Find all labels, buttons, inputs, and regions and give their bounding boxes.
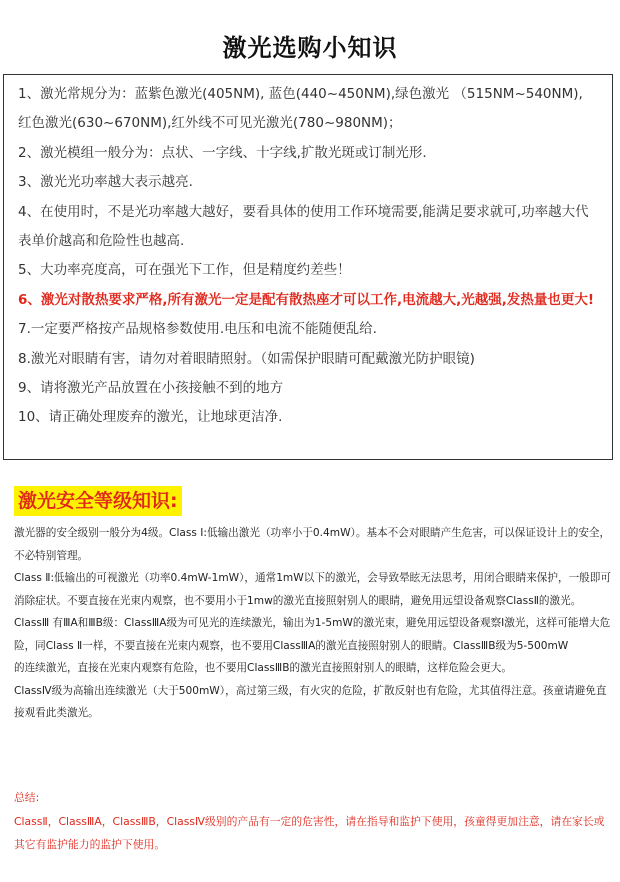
tip-item: 5、大功率亮度高，可在强光下工作，但是精度约差些！ [18,262,351,279]
safety-section-header: 激光安全等级知识: [14,486,182,516]
tip-item-warning: 6、激光对散热要求严格,所有激光一定是配有散热座才可以工作,电流越大,光越强,发热量也更大! [18,291,595,308]
safety-section-body [14,522,614,725]
page-title: 激光选购小知识 [222,34,398,62]
safety-paragraph: ClassⅣ级为高输出连续激光（大于500mW），高过第三级，有火灾的危险，扩散反射也有危险，尤其值得注意。孩童请避免直接观看此类激光。 [14,684,607,719]
tip-item: 3、激光光功率越大表示越亮. [18,174,193,191]
tip-item: 4、在使用时，不是光功率越大越好，要看具体的使用工作环境需要,能满足要求就可,功率越大代表单价越高和危险性也越高. [18,203,589,250]
safety-paragraph: ClassⅢ 有ⅢA和ⅢB级：ClassⅢA级为可见光的连续激光，输出为1-5mW的激光束，避免用远望设备观察Ⅰ激光，这样可能增大危险，同Class Ⅱ一样，不要直接在光束内观察，也不要用ClassⅢA的激光直接照射别人的眼睛。ClassⅢB级为5-500mW [14,617,611,652]
safety-paragraph: Class Ⅱ:低输出的可视激光（功率0.4mW-1mW），通常1mW以下的激光，会导致晕眩无法思考，用闭合眼睛来保护，一般即可消除症状。不要直接在光束内观察，也不要用小于1mw的激光直接照射别人的眼睛，避免用远望设备观察ClassⅡ的激光。 [14,572,611,607]
summary-label: 总结: [14,791,40,804]
tip-item: 10、请正确处理废弃的激光，让地球更洁净. [18,409,283,426]
tip-item: 8.激光对眼睛有害，请勿对着眼睛照射。（如需保护眼睛可配戴激光防护眼镜) [18,350,475,367]
summary-text: ClassⅡ，ClassⅢA，ClassⅢB，ClassⅣ级别的产品有一定的危害性，请在指导和监护下使用，孩童得更加注意，请在家长或其它有监护能力的监护下使用。 [14,814,605,851]
safety-paragraph: 激光器的安全级别一般分为4级。Class Ⅰ:低输出激光（功率小于0.4mW）。基本不会对眼睛产生危害，可以保证设计上的安全，不必特别管理。 [14,527,611,562]
safety-paragraph: 的连续激光，直接在光束内观察有危险，也不要用ClassⅢB的激光直接照射别人的眼睛，这样危险会更大。 [14,662,512,674]
summary-section [14,786,614,857]
tip-item: 2、激光模组一般分为：点状、一字线、十字线,扩散光斑或订制光形. [18,144,427,161]
tip-item: 7.一定要严格按产品规格参数使用.电压和电流不能随便乱给. [18,321,377,338]
tip-item: 9、请将激光产品放置在小孩接触不到的地方 [18,380,284,397]
tips-box [3,74,613,460]
tip-item: 1、激光常规分为：蓝紫色激光(405NM), 蓝色(440~450NM),绿色激光 （515NM~540NM), 红色激光(630~670NM),红外线不可见光激光(780~980NM)； [18,86,583,132]
